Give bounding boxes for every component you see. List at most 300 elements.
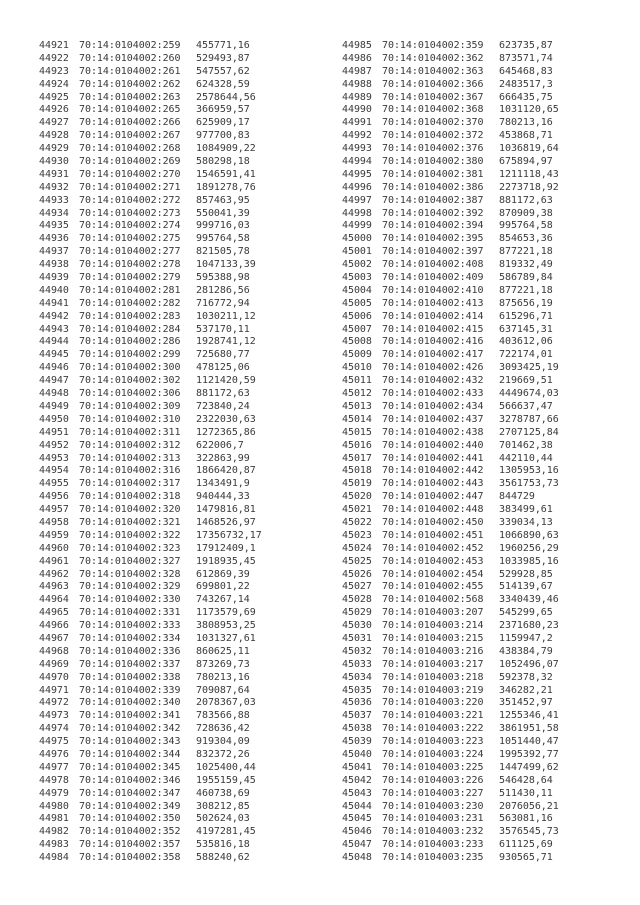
record-number: 44944 <box>39 336 69 348</box>
cadastral-number: 70:14:0104002:415 <box>382 323 484 335</box>
cadastral-number: 70:14:0104002:372 <box>382 130 484 142</box>
cadastral-number: 70:14:0104002:350 <box>79 813 181 825</box>
record-number: 44973 <box>39 710 69 722</box>
record-number: 44937 <box>39 246 69 258</box>
cadastral-number: 70:14:0104002:366 <box>382 78 484 90</box>
cadastral-number: 70:14:0104002:450 <box>382 516 484 528</box>
cadastral-value: 1025400,44 <box>196 761 256 773</box>
cadastral-value: 930565,71 <box>499 852 553 864</box>
cadastral-value: 3340439,46 <box>499 594 559 606</box>
record-number: 45041 <box>342 761 372 773</box>
record-number: 45031 <box>342 632 372 644</box>
record-number: 44929 <box>39 143 69 155</box>
record-number: 44953 <box>39 452 69 464</box>
record-number: 44976 <box>39 748 69 760</box>
table-row <box>39 594 262 607</box>
cadastral-number: 70:14:0104002:349 <box>79 800 181 812</box>
table-row <box>342 414 559 427</box>
cadastral-value: 351452,97 <box>499 697 553 709</box>
cadastral-number: 70:14:0104002:329 <box>79 581 181 593</box>
cadastral-number: 70:14:0104002:397 <box>382 246 484 258</box>
cadastral-value: 780213,16 <box>499 117 553 129</box>
cadastral-value: 2078367,03 <box>196 697 256 709</box>
table-row <box>39 156 262 169</box>
cadastral-value: 701462,38 <box>499 439 553 451</box>
table-row <box>342 491 559 504</box>
table-row <box>342 465 559 478</box>
cadastral-number: 70:14:0104002:268 <box>79 143 181 155</box>
cadastral-number: 70:14:0104002:414 <box>382 310 484 322</box>
cadastral-number: 70:14:0104002:380 <box>382 156 484 168</box>
table-row <box>342 775 559 788</box>
table-row <box>39 775 262 788</box>
table-row <box>39 130 262 143</box>
cadastral-value: 4197281,45 <box>196 826 256 838</box>
table-row <box>342 388 559 401</box>
cadastral-value: 438384,79 <box>499 645 553 657</box>
record-number: 45012 <box>342 388 372 400</box>
cadastral-number: 70:14:0104002:284 <box>79 323 181 335</box>
cadastral-number: 70:14:0104002:395 <box>382 233 484 245</box>
record-number: 45006 <box>342 310 372 322</box>
cadastral-value: 919304,09 <box>196 736 250 748</box>
record-number: 44977 <box>39 761 69 773</box>
cadastral-number: 70:14:0104002:274 <box>79 220 181 232</box>
cadastral-number: 70:14:0104002:321 <box>79 516 181 528</box>
cadastral-value: 1343491,9 <box>196 478 250 490</box>
cadastral-value: 1468526,97 <box>196 516 256 528</box>
table-row <box>39 633 262 646</box>
cadastral-number: 70:14:0104002:318 <box>79 491 181 503</box>
cadastral-number: 70:14:0104002:452 <box>382 542 484 554</box>
table-row <box>39 465 262 478</box>
cadastral-value: 4449674,03 <box>499 388 559 400</box>
table-row <box>342 104 559 117</box>
cadastral-number: 70:14:0104002:269 <box>79 156 181 168</box>
record-number: 44936 <box>39 233 69 245</box>
table-row <box>342 92 559 105</box>
left-column <box>39 40 262 865</box>
table-row <box>342 40 559 53</box>
cadastral-number: 70:14:0104002:352 <box>79 826 181 838</box>
cadastral-number: 70:14:0104002:266 <box>79 117 181 129</box>
table-row <box>39 813 262 826</box>
cadastral-value: 2707125,84 <box>499 426 559 438</box>
record-number: 44939 <box>39 272 69 284</box>
cadastral-number: 70:14:0104002:320 <box>79 504 181 516</box>
record-number: 45033 <box>342 658 372 670</box>
record-number: 44965 <box>39 607 69 619</box>
cadastral-number: 70:14:0104003:232 <box>382 826 484 838</box>
record-number: 44951 <box>39 426 69 438</box>
cadastral-value: 460738,69 <box>196 787 250 799</box>
table-row <box>342 517 559 530</box>
cadastral-value: 832372,26 <box>196 748 250 760</box>
table-row <box>342 633 559 646</box>
cadastral-value: 1031327,61 <box>196 632 256 644</box>
record-number: 44984 <box>39 852 69 864</box>
cadastral-number: 70:14:0104002:367 <box>382 91 484 103</box>
table-row <box>342 813 559 826</box>
cadastral-number: 70:14:0104002:344 <box>79 748 181 760</box>
cadastral-value: 854653,36 <box>499 233 553 245</box>
cadastral-value: 546428,64 <box>499 774 553 786</box>
cadastral-value: 1891278,76 <box>196 181 256 193</box>
table-row <box>39 453 262 466</box>
cadastral-number: 70:14:0104002:345 <box>79 761 181 773</box>
table-row <box>39 311 262 324</box>
cadastral-number: 70:14:0104002:337 <box>79 658 181 670</box>
record-number: 45025 <box>342 555 372 567</box>
table-row <box>342 801 559 814</box>
cadastral-number: 70:14:0104002:275 <box>79 233 181 245</box>
record-number: 45027 <box>342 581 372 593</box>
record-number: 45002 <box>342 259 372 271</box>
table-row <box>342 259 559 272</box>
record-number: 44935 <box>39 220 69 232</box>
cadastral-value: 322863,99 <box>196 452 250 464</box>
record-number: 44940 <box>39 284 69 296</box>
table-row <box>342 530 559 543</box>
record-number: 44979 <box>39 787 69 799</box>
table-row <box>39 298 262 311</box>
cadastral-value: 728636,42 <box>196 723 250 735</box>
cadastral-value: 725680,77 <box>196 349 250 361</box>
cadastral-value: 17356732,17 <box>196 529 262 541</box>
cadastral-number: 70:14:0104002:358 <box>79 852 181 864</box>
cadastral-number: 70:14:0104002:261 <box>79 65 181 77</box>
record-number: 45036 <box>342 697 372 709</box>
cadastral-number: 70:14:0104002:273 <box>79 207 181 219</box>
cadastral-number: 70:14:0104002:311 <box>79 426 181 438</box>
cadastral-value: 2273718,92 <box>499 181 559 193</box>
cadastral-number: 70:14:0104002:417 <box>382 349 484 361</box>
cadastral-value: 1479816,81 <box>196 504 256 516</box>
record-number: 45004 <box>342 284 372 296</box>
table-row <box>39 259 262 272</box>
table-row <box>39 336 262 349</box>
cadastral-number: 70:14:0104002:334 <box>79 632 181 644</box>
table-row <box>342 53 559 66</box>
table-row <box>39 504 262 517</box>
cadastral-number: 70:14:0104002:310 <box>79 413 181 425</box>
cadastral-value: 624328,59 <box>196 78 250 90</box>
cadastral-value: 1305953,16 <box>499 465 559 477</box>
table-row <box>342 375 559 388</box>
record-number: 44923 <box>39 65 69 77</box>
cadastral-number: 70:14:0104002:259 <box>79 40 181 51</box>
cadastral-number: 70:14:0104002:312 <box>79 439 181 451</box>
cadastral-number: 70:14:0104002:282 <box>79 297 181 309</box>
record-number: 44978 <box>39 774 69 786</box>
cadastral-value: 1918935,45 <box>196 555 256 567</box>
table-row <box>342 285 559 298</box>
cadastral-value: 547557,62 <box>196 65 250 77</box>
table-row <box>342 839 559 852</box>
cadastral-value: 645468,83 <box>499 65 553 77</box>
cadastral-value: 595388,98 <box>196 272 250 284</box>
cadastral-value: 1960256,29 <box>499 542 559 554</box>
record-number: 44942 <box>39 310 69 322</box>
cadastral-value: 535816,18 <box>196 839 250 851</box>
cadastral-value: 1084909,22 <box>196 143 256 155</box>
cadastral-value: 453868,71 <box>499 130 553 142</box>
table-row <box>39 388 262 401</box>
table-row <box>342 504 559 517</box>
record-number: 44961 <box>39 555 69 567</box>
cadastral-value: 881172,63 <box>499 194 553 206</box>
table-row <box>342 453 559 466</box>
cadastral-number: 70:14:0104002:432 <box>382 375 484 387</box>
cadastral-value: 1173579,69 <box>196 607 256 619</box>
table-row <box>342 66 559 79</box>
table-row <box>39 104 262 117</box>
cadastral-number: 70:14:0104002:347 <box>79 787 181 799</box>
table-row <box>39 620 262 633</box>
cadastral-number: 70:14:0104002:447 <box>382 491 484 503</box>
cadastral-number: 70:14:0104002:442 <box>382 465 484 477</box>
record-number: 44980 <box>39 800 69 812</box>
cadastral-value: 529493,87 <box>196 52 250 64</box>
cadastral-value: 881172,63 <box>196 388 250 400</box>
cadastral-value: 873571,74 <box>499 52 553 64</box>
table-row <box>39 543 262 556</box>
table-row <box>342 685 559 698</box>
record-number: 44946 <box>39 362 69 374</box>
cadastral-number: 70:14:0104003:224 <box>382 748 484 760</box>
record-number: 44969 <box>39 658 69 670</box>
record-number: 44974 <box>39 723 69 735</box>
table-row <box>39 272 262 285</box>
table-row <box>342 723 559 736</box>
cadastral-value: 615296,71 <box>499 310 553 322</box>
record-number: 45047 <box>342 839 372 851</box>
record-number: 44968 <box>39 645 69 657</box>
cadastral-number: 70:14:0104002:454 <box>382 568 484 580</box>
cadastral-number: 70:14:0104002:387 <box>382 194 484 206</box>
cadastral-number: 70:14:0104002:413 <box>382 297 484 309</box>
record-number: 44948 <box>39 388 69 400</box>
record-number: 44941 <box>39 297 69 309</box>
cadastral-number: 70:14:0104002:336 <box>79 645 181 657</box>
table-row <box>342 478 559 491</box>
cadastral-number: 70:14:0104002:262 <box>79 78 181 90</box>
record-number: 44927 <box>39 117 69 129</box>
cadastral-value: 281286,56 <box>196 284 250 296</box>
record-number: 44993 <box>342 143 372 155</box>
record-number: 44933 <box>39 194 69 206</box>
cadastral-number: 70:14:0104003:219 <box>382 684 484 696</box>
cadastral-value: 219669,51 <box>499 375 553 387</box>
cadastral-value: 529928,85 <box>499 568 553 580</box>
table-row <box>39 40 262 53</box>
table-row <box>342 710 559 723</box>
record-number: 45020 <box>342 491 372 503</box>
table-row <box>342 401 559 414</box>
record-number: 44962 <box>39 568 69 580</box>
record-number: 45013 <box>342 400 372 412</box>
record-number: 44955 <box>39 478 69 490</box>
cadastral-number: 70:14:0104002:339 <box>79 684 181 696</box>
record-number: 45009 <box>342 349 372 361</box>
cadastral-value: 1047133,39 <box>196 259 256 271</box>
table-row <box>342 736 559 749</box>
table-row <box>39 208 262 221</box>
cadastral-number: 70:14:0104002:317 <box>79 478 181 490</box>
cadastral-value: 783566,88 <box>196 710 250 722</box>
cadastral-value: 940444,33 <box>196 491 250 503</box>
table-row <box>342 427 559 440</box>
table-row <box>39 53 262 66</box>
table-row <box>342 156 559 169</box>
table-row <box>342 311 559 324</box>
table-row <box>342 762 559 775</box>
cadastral-number: 70:14:0104002:392 <box>382 207 484 219</box>
cadastral-number: 70:14:0104002:327 <box>79 555 181 567</box>
cadastral-number: 70:14:0104002:331 <box>79 607 181 619</box>
record-number: 44990 <box>342 104 372 116</box>
cadastral-number: 70:14:0104002:363 <box>382 65 484 77</box>
record-number: 45028 <box>342 594 372 606</box>
record-number: 45044 <box>342 800 372 812</box>
cadastral-value: 2076056,21 <box>499 800 559 812</box>
record-number: 45042 <box>342 774 372 786</box>
table-row <box>39 414 262 427</box>
cadastral-value: 586789,84 <box>499 272 553 284</box>
table-row <box>39 195 262 208</box>
cadastral-value: 403612,06 <box>499 336 553 348</box>
cadastral-value: 592378,32 <box>499 671 553 683</box>
cadastral-value: 999716,03 <box>196 220 250 232</box>
cadastral-number: 70:14:0104002:362 <box>382 52 484 64</box>
cadastral-number: 70:14:0104002:357 <box>79 839 181 851</box>
record-number: 45043 <box>342 787 372 799</box>
record-number: 44947 <box>39 375 69 387</box>
record-number: 45046 <box>342 826 372 838</box>
record-number: 44943 <box>39 323 69 335</box>
record-number: 44934 <box>39 207 69 219</box>
table-row <box>39 246 262 259</box>
cadastral-number: 70:14:0104002:281 <box>79 284 181 296</box>
cadastral-value: 1928741,12 <box>196 336 256 348</box>
cadastral-number: 70:14:0104002:323 <box>79 542 181 554</box>
table-row <box>342 620 559 633</box>
cadastral-number: 70:14:0104002:300 <box>79 362 181 374</box>
record-number: 44925 <box>39 91 69 103</box>
table-row <box>39 530 262 543</box>
record-number: 44963 <box>39 581 69 593</box>
record-number: 44992 <box>342 130 372 142</box>
record-number: 45037 <box>342 710 372 722</box>
record-number: 44964 <box>39 594 69 606</box>
cadastral-value: 1866420,87 <box>196 465 256 477</box>
cadastral-number: 70:14:0104002:408 <box>382 259 484 271</box>
cadastral-value: 1955159,45 <box>196 774 256 786</box>
table-row <box>39 607 262 620</box>
cadastral-number: 70:14:0104002:263 <box>79 91 181 103</box>
cadastral-value: 17912409,1 <box>196 542 256 554</box>
record-number: 44972 <box>39 697 69 709</box>
cadastral-number: 70:14:0104003:230 <box>382 800 484 812</box>
cadastral-value: 716772,94 <box>196 297 250 309</box>
table-row <box>39 685 262 698</box>
record-number: 44989 <box>342 91 372 103</box>
record-number: 45030 <box>342 620 372 632</box>
table-row <box>39 826 262 839</box>
cadastral-value: 995764,58 <box>499 220 553 232</box>
table-row <box>342 233 559 246</box>
cadastral-number: 70:14:0104002:286 <box>79 336 181 348</box>
table-row <box>342 336 559 349</box>
cadastral-number: 70:14:0104002:455 <box>382 581 484 593</box>
record-number: 44949 <box>39 400 69 412</box>
cadastral-value: 346282,21 <box>499 684 553 696</box>
table-row <box>39 646 262 659</box>
cadastral-number: 70:14:0104002:416 <box>382 336 484 348</box>
cadastral-value: 383499,61 <box>499 504 553 516</box>
cadastral-number: 70:14:0104002:309 <box>79 400 181 412</box>
cadastral-value: 743267,14 <box>196 594 250 606</box>
record-number: 44950 <box>39 413 69 425</box>
record-number: 44999 <box>342 220 372 232</box>
cadastral-value: 511430,11 <box>499 787 553 799</box>
cadastral-number: 70:14:0104002:359 <box>382 40 484 51</box>
cadastral-number: 70:14:0104002:302 <box>79 375 181 387</box>
record-number: 44924 <box>39 78 69 90</box>
table-row <box>39 182 262 195</box>
cadastral-number: 70:14:0104002:316 <box>79 465 181 477</box>
table-row <box>39 324 262 337</box>
cadastral-value: 3278787,66 <box>499 413 559 425</box>
cadastral-value: 844729 <box>499 491 535 503</box>
cadastral-value: 1211118,43 <box>499 168 559 180</box>
cadastral-number: 70:14:0104003:207 <box>382 607 484 619</box>
table-row <box>342 749 559 762</box>
cadastral-value: 722174,01 <box>499 349 553 361</box>
cadastral-value: 1066890,63 <box>499 529 559 541</box>
cadastral-number: 70:14:0104003:227 <box>382 787 484 799</box>
table-row <box>39 401 262 414</box>
table-row <box>39 581 262 594</box>
cadastral-number: 70:14:0104002:451 <box>382 529 484 541</box>
table-row <box>342 659 559 672</box>
cadastral-number: 70:14:0104002:410 <box>382 284 484 296</box>
cadastral-number: 70:14:0104003:215 <box>382 632 484 644</box>
record-number: 44975 <box>39 736 69 748</box>
cadastral-number: 70:14:0104002:283 <box>79 310 181 322</box>
cadastral-value: 1272365,86 <box>196 426 256 438</box>
cadastral-value: 502624,03 <box>196 813 250 825</box>
table-row <box>39 478 262 491</box>
cadastral-value: 588240,62 <box>196 852 250 864</box>
table-row <box>39 723 262 736</box>
cadastral-value: 563081,16 <box>499 813 553 825</box>
table-row <box>39 220 262 233</box>
record-number: 44983 <box>39 839 69 851</box>
cadastral-number: 70:14:0104003:218 <box>382 671 484 683</box>
record-number: 44997 <box>342 194 372 206</box>
cadastral-value: 625909,17 <box>196 117 250 129</box>
cadastral-value: 622006,7 <box>196 439 244 451</box>
cadastral-number: 70:14:0104002:277 <box>79 246 181 258</box>
record-number: 45005 <box>342 297 372 309</box>
table-row <box>342 143 559 156</box>
cadastral-number: 70:14:0104002:438 <box>382 426 484 438</box>
record-number: 45034 <box>342 671 372 683</box>
table-row <box>39 233 262 246</box>
cadastral-number: 70:14:0104002:386 <box>382 181 484 193</box>
cadastral-value: 1121420,59 <box>196 375 256 387</box>
